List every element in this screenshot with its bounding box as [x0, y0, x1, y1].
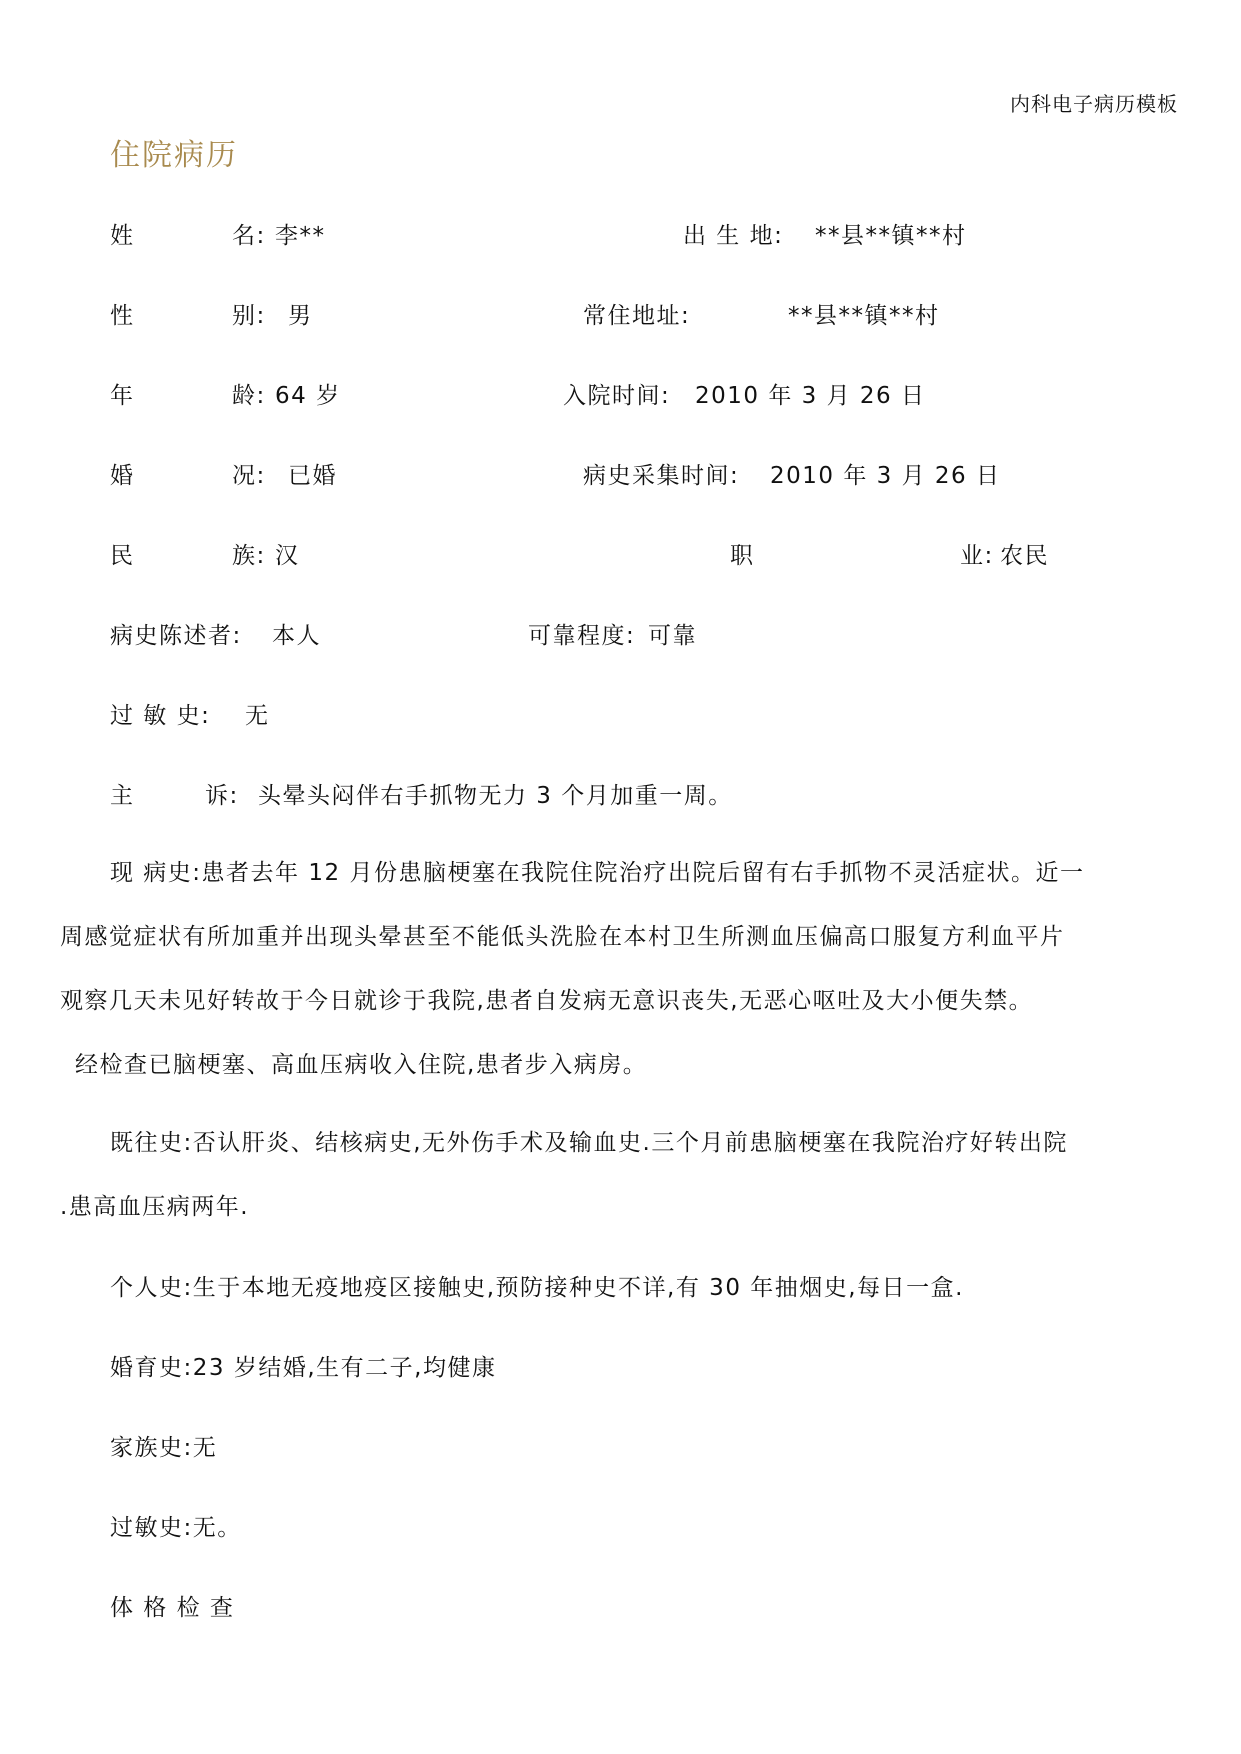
ethnicity-value: 汉 [275, 543, 300, 569]
occupation-value: 农民 [1000, 543, 1049, 569]
allergy-history: 过敏史:无。 [110, 1515, 242, 1541]
marriage-history: 婚育史:23 岁结婚,生有二子,均健康 [110, 1355, 497, 1381]
page-title: 住院病历 [110, 138, 238, 173]
physical-exam-heading: 体 格 检 查 [110, 1595, 235, 1621]
chief-complaint-label-second-char: 诉: [205, 783, 239, 809]
name-label-second-char: 名: [232, 223, 266, 249]
address-value: **县**镇**村 [788, 303, 940, 329]
allergy-label-top: 过 敏 史: [110, 703, 211, 729]
marital-value: 已婚 [288, 463, 337, 489]
name-label-first-char: 姓 [110, 223, 135, 249]
present-illness-line-3: 观察几天未见好转故于今日就诊于我院,患者自发病无意识丧失,无恶心呕吐及大小便失禁。 [60, 988, 1034, 1014]
ethnicity-label-first-char: 民 [110, 543, 135, 569]
allergy-value-top: 无 [245, 703, 270, 729]
sex-label-first-char: 性 [110, 303, 135, 329]
reliability-value: 可靠 [648, 623, 697, 649]
birthplace-value: **县**镇**村 [815, 223, 967, 249]
past-history-line-2: .患高血压病两年. [60, 1194, 250, 1220]
present-illness-line-2: 周感觉症状有所加重并出现头晕甚至不能低头洗脸在本村卫生所测血压偏高口服复方利血平片 [60, 924, 1065, 950]
history-narrator-value: 本人 [272, 623, 321, 649]
occupation-label-first-char: 职 [730, 543, 755, 569]
name-value: 李** [275, 223, 326, 249]
chief-complaint-value: 头晕头闷伴右手抓物无力 3 个月加重一周。 [258, 783, 733, 809]
occupation-label-second-char: 业: [960, 543, 994, 569]
sex-value: 男 [288, 303, 313, 329]
admission-time-label: 入院时间: [563, 383, 671, 409]
age-label-first-char: 年 [110, 383, 135, 409]
present-illness-line-4: 经检查已脑梗塞、高血压病收入住院,患者步入病房。 [75, 1052, 648, 1078]
history-collection-time-label: 病史采集时间: [583, 463, 740, 489]
ethnicity-label-second-char: 族: [232, 543, 266, 569]
birthplace-label: 出 生 地: [683, 223, 784, 249]
family-history: 家族史:无 [110, 1435, 218, 1461]
age-value: 64 岁 [275, 383, 341, 409]
age-label-second-char: 龄: [232, 383, 266, 409]
address-label: 常住地址: [583, 303, 691, 329]
present-illness-line-1: 现 病史:患者去年 12 月份患脑梗塞在我院住院治疗出院后留有右手抓物不灵活症状。近一 [110, 860, 1085, 886]
admission-time-value: 2010 年 3 月 26 日 [695, 383, 926, 409]
personal-history: 个人史:生于本地无疫地疫区接触史,预防接种史不详,有 30 年抽烟史,每日一盒. [110, 1275, 964, 1301]
past-history-line-1: 既往史:否认肝炎、结核病史,无外伤手术及输血史.三个月前患脑梗塞在我院治疗好转出院 [110, 1130, 1068, 1156]
marital-label-first-char: 婚 [110, 463, 135, 489]
header-doc-type: 内科电子病历模板 [1010, 92, 1178, 116]
reliability-label: 可靠程度: [528, 623, 636, 649]
marital-label-second-char: 况: [232, 463, 266, 489]
history-collection-time-value: 2010 年 3 月 26 日 [770, 463, 1001, 489]
chief-complaint-label-first-char: 主 [110, 783, 135, 809]
sex-label-second-char: 别: [232, 303, 266, 329]
history-narrator-label: 病史陈述者: [110, 623, 242, 649]
